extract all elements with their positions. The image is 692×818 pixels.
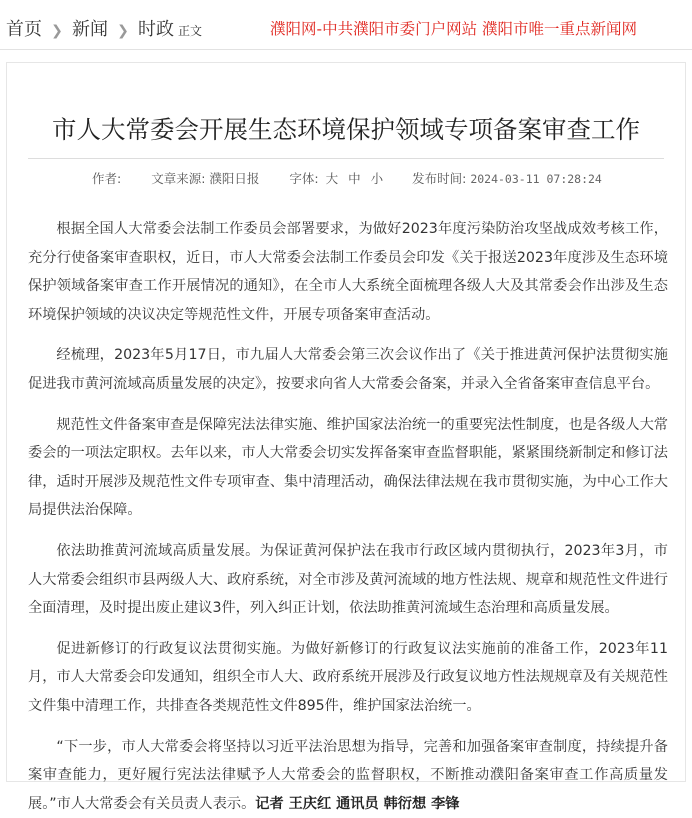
title-divider bbox=[28, 158, 664, 159]
article-paragraph: 经梳理，2023年5月17日，市九届人大常委会第三次会议作出了《关于推进黄河保护法贯彻实施 促进我市黄河流域高质量发展的决定》，按要求向省人大常委会备案，并录入全省备案审查信息平台。 bbox=[28, 341, 668, 398]
article-meta bbox=[92, 169, 602, 187]
site-slogan: 濮阳网-中共濮阳市委门户网站 濮阳市唯一重点新闻网 bbox=[270, 17, 637, 39]
article-paragraph: 促进新修订的行政复议法贯彻实施。为做好新修订的行政复议法实施前的准备工作，2023年11月，市人大常委会印发通知，组织全市人大、政府系统开展涉及行政复议地方性法规规章及有关规范性文件集中清理工作，共排查各类规范性文件895件，维护国家法治统一。 bbox=[28, 635, 668, 721]
article-title: 市人大常委会开展生态环境保护领域专项备案审查工作 bbox=[0, 111, 692, 146]
publish-time-value: 2024-03-11 07:28:24 bbox=[470, 172, 602, 186]
article-paragraph: 规范性文件备案审查是保障宪法法律实施、维护国家法治统一的重要宪法性制度，也是各级人大常委会的一项法定职权。去年以来，市人大常委会切实发挥备案审查监督职能，紧紧围绕新制定和修订法律，适时开展涉及规范性文件专项审查、集中清理活动，确保法律法规在我市贯彻实施，为中心工作大局提供法治保障。 bbox=[28, 411, 668, 525]
breadcrumb-current: 正文 bbox=[178, 22, 202, 39]
article-paragraph: 依法助推黄河流域高质量发展。为保证黄河保护法在我市行政区域内贯彻执行，2023年3月，市人大常委会组织市县两级人大、政府系统，对全市涉及黄河流域的地方性法规、规章和规范性文件进行全面清理，及时提出废止建议3件，列入纠正计划，依法助推黄河流域生态治理和高质量发展。 bbox=[28, 537, 668, 623]
article-body bbox=[28, 215, 668, 818]
byline: 记者 王庆红 通讯员 韩衍想 李锋 bbox=[255, 796, 459, 812]
chevron-right-icon: ❯ bbox=[116, 23, 130, 39]
source-value: 濮阳日报 bbox=[209, 169, 259, 187]
author-label: 作者: bbox=[92, 169, 121, 187]
font-medium-button[interactable]: 中 bbox=[348, 169, 361, 187]
breadcrumb-news-link[interactable]: 新闻 bbox=[72, 15, 108, 41]
breadcrumb bbox=[6, 15, 202, 41]
article-closing-paragraph bbox=[28, 733, 668, 818]
breadcrumb-politics-link[interactable]: 时政 bbox=[138, 15, 174, 41]
font-large-button[interactable]: 大 bbox=[326, 169, 339, 187]
top-bar bbox=[0, 0, 692, 50]
chevron-right-icon: ❯ bbox=[50, 23, 64, 39]
breadcrumb-home-link[interactable]: 首页 bbox=[6, 15, 42, 41]
font-small-button[interactable]: 小 bbox=[371, 169, 384, 187]
font-size-label: 字体: bbox=[289, 169, 318, 187]
article-paragraph: 根据全国人大常委会法制工作委员会部署要求，为做好2023年度污染防治攻坚战成效考核工作，充分行使备案审查职权，近日，市人大常委会法制工作委员会印发《关于报送2023年度涉及生态环境保护领域备案审查工作开展情况的通知》，在全市人大系统全面梳理各级人大及其常委会作出涉及生态环境保护领域的决议决定等规范性文件，开展专项备案审查活动。 bbox=[28, 215, 668, 329]
closing-quote: “下一步，市人大常委会将坚持以习近平法治思想为指导，完善和加强备案审查制度，持续提升备案审查能力，更好履行宪法法律赋予人大常委会的监督职权，不断推动濮阳备案审查工作高质量发展。”市人大常委会有关员责人表示。 bbox=[28, 739, 668, 812]
source-label: 文章来源: bbox=[151, 169, 205, 187]
publish-time-label: 发布时间: bbox=[412, 169, 466, 187]
